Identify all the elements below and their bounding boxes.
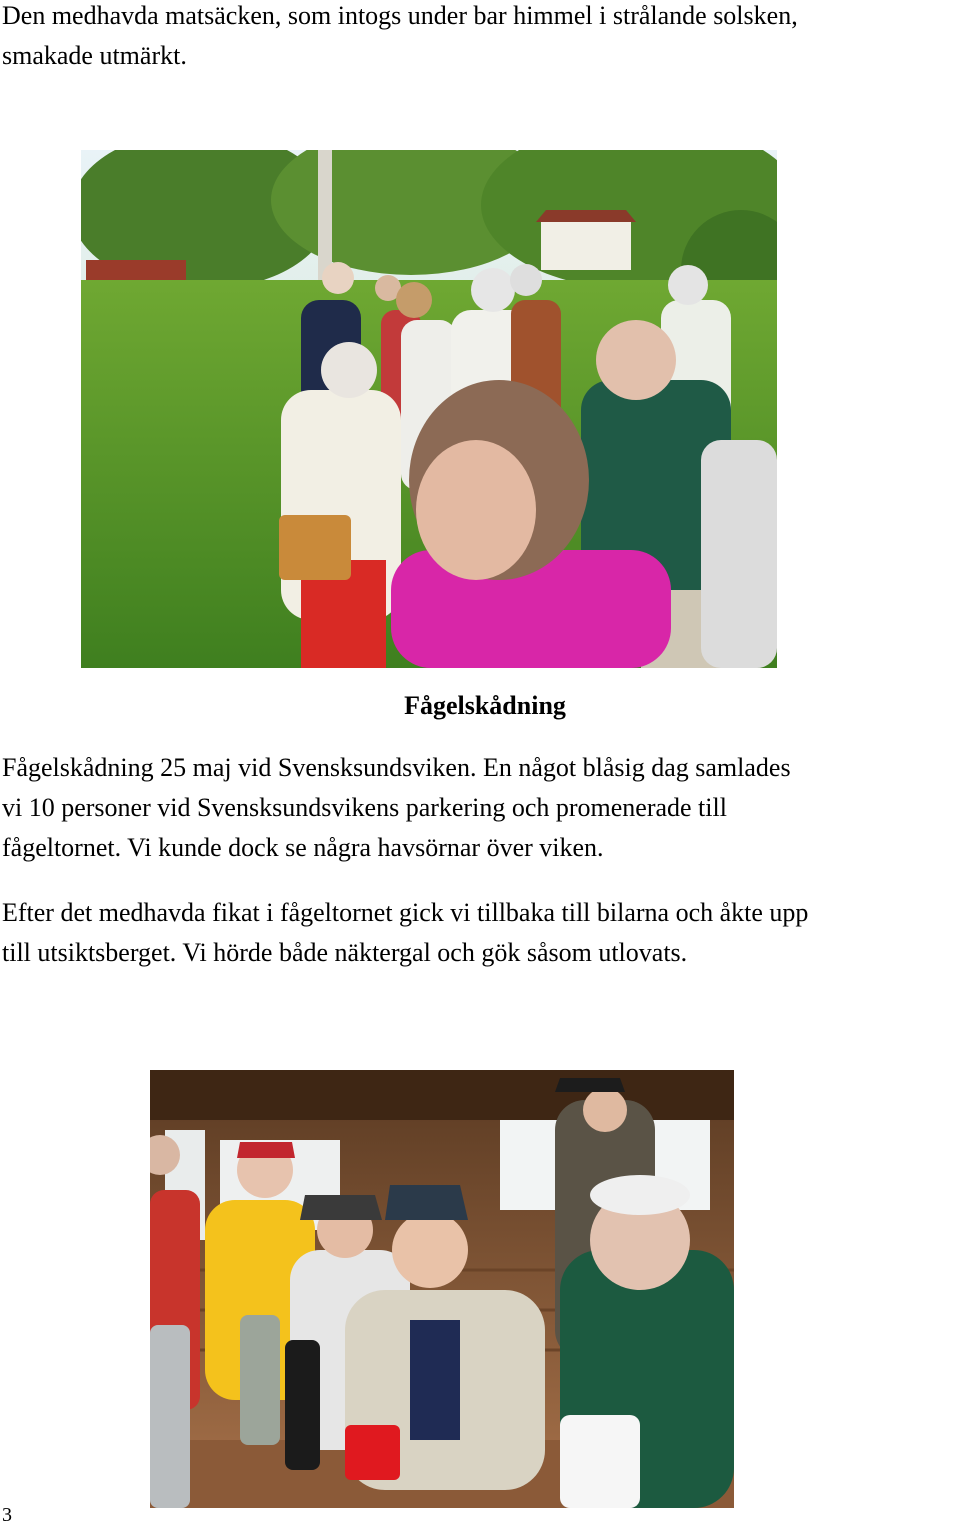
photo-caption: Fågelskådning [404, 691, 566, 720]
bird-tower-coffee-photo [150, 1070, 734, 1508]
intro-line-1: Den medhavda matsäcken, som intogs under bar himmel i strålande solsken, [2, 1, 798, 30]
paragraph1-line-2: vi 10 personer vid Svensksundsvikens parkering och promenerade till [2, 793, 727, 822]
bird-tower-photo-image [150, 1070, 734, 1508]
paragraph2-line-2: till utsiktsberget. Vi hörde både näktergal och gök såsom utlovats. [2, 938, 688, 967]
page-number: 3 [2, 1504, 12, 1526]
intro-line-2: smakade utmärkt. [2, 41, 187, 70]
birdwatching-photo-image [81, 150, 777, 668]
birdwatching-group-photo [81, 150, 777, 668]
paragraph1-line-1: Fågelskådning 25 maj vid Svensksundsviken. En något blåsig dag samlades [2, 753, 791, 782]
intro-text [2, 0, 798, 76]
paragraph-birdwatching [2, 748, 791, 868]
paragraph-return [2, 893, 808, 973]
paragraph1-line-3: fågeltornet. Vi kunde dock se några havsörnar över viken. [2, 833, 604, 862]
paragraph2-line-1: Efter det medhavda fikat i fågeltornet gick vi tillbaka till bilarna och åkte upp [2, 898, 809, 927]
